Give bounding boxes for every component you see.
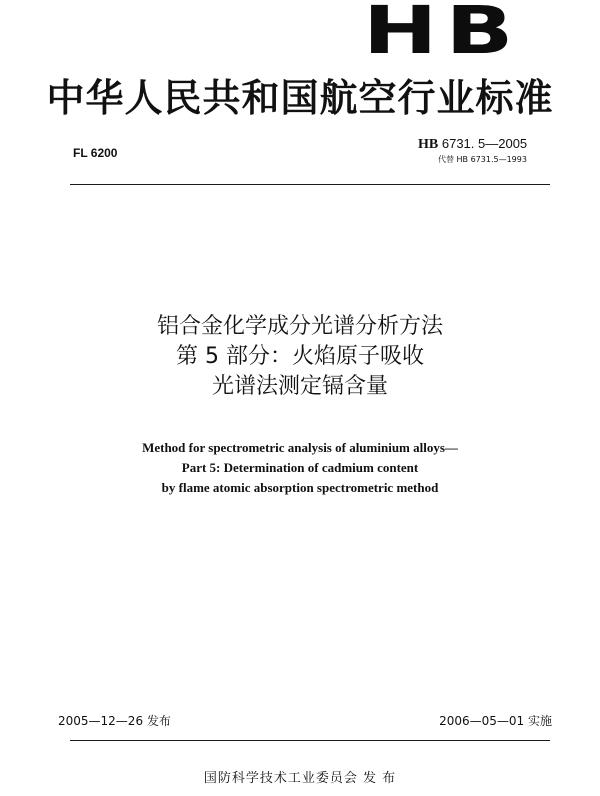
standard-identifier [418, 136, 578, 165]
replaces-note: 代替 HB 6731.5—1993 [438, 155, 527, 164]
english-title-line: Part 5: Determination of cadmium content [181, 460, 419, 475]
chinese-title [50, 312, 550, 402]
standard-number-line [418, 136, 578, 153]
hb-logo: HB [363, 0, 522, 69]
classification-code: FL 6200 [73, 146, 118, 160]
bottom-divider [70, 740, 550, 741]
top-divider [70, 184, 550, 185]
standard-category-title: 中华人民共和国航空行业标准 [46, 76, 554, 120]
english-title [50, 438, 550, 498]
publisher: 国防科学技术工业委员会 发 布 [203, 771, 397, 786]
chinese-title-line: 铝合金化学成分光谱分析方法 [156, 314, 443, 339]
english-title-line: by flame atomic absorption spectrometric method [161, 480, 439, 495]
english-title-line: Method for spectrometric analysis of aluminium alloys— [142, 440, 458, 455]
standard-prefix: HB [418, 137, 439, 152]
implementation-date: 2006—05—01 实施 [439, 714, 552, 728]
issue-date: 2005—12—26 发布 [58, 714, 171, 728]
chinese-title-line: 第 5 部分：火焰原子吸收 [176, 344, 424, 369]
chinese-title-line: 光谱法测定镉含量 [211, 374, 388, 399]
standard-number: 6731. 5—2005 [441, 136, 528, 151]
